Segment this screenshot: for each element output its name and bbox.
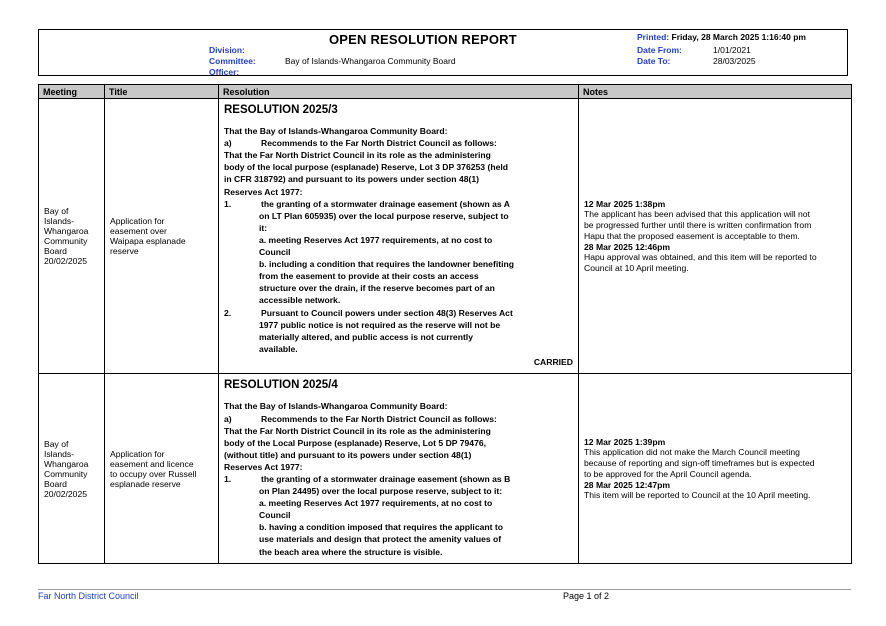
clause-a xyxy=(224,413,573,425)
date-from-label: Date From: xyxy=(637,45,682,55)
meeting-date: 20/02/2025 xyxy=(44,256,88,266)
sub-item-b-line: structure over the drain, if the reserve becomes part of an xyxy=(259,283,495,294)
page-number: Page 1 of 2 xyxy=(563,591,610,601)
note-line: This application did not make the March Council meeting xyxy=(584,446,800,457)
printed-label: Printed: xyxy=(637,32,670,42)
item-1 xyxy=(224,473,573,485)
note-line: Hapu approval was obtained, and this item will be reported to xyxy=(584,251,817,262)
division-label: Division: xyxy=(209,45,245,55)
column-header-meeting: Meeting xyxy=(39,85,105,99)
resolution-cell xyxy=(219,374,579,564)
title-line: Waipapa esplanade xyxy=(110,236,186,246)
item-2 xyxy=(224,307,573,319)
meeting-line: Community xyxy=(44,468,88,479)
resolution-title: RESOLUTION 2025/4 xyxy=(224,379,338,392)
item-text-line: it: xyxy=(259,222,268,233)
resolution-intro: That the Bay of Islands-Whangaroa Community Board: xyxy=(224,401,448,412)
carried-label: CARRIED xyxy=(533,356,573,367)
title-line: Application for xyxy=(110,448,165,459)
item-text-line: materially altered, and public access is not currently xyxy=(259,331,473,342)
sub-item-a-line: Council xyxy=(259,510,291,521)
title-line: Application for xyxy=(110,216,165,226)
date-to-value: 28/03/2025 xyxy=(713,56,756,66)
report-header xyxy=(38,29,848,76)
resolution-body-line: That the Far North District Council in its role as the administering xyxy=(224,150,491,161)
note-line: be progressed further until there is written confirmation from xyxy=(584,219,812,230)
note-date: 12 Mar 2025 1:39pm xyxy=(584,436,666,447)
resolution-intro: That the Bay of Islands-Whangaroa Community Board: xyxy=(224,126,448,137)
sub-item-b-line: from the easement to provide at their costs an access xyxy=(259,271,479,282)
meeting-line: Whangaroa xyxy=(44,226,89,236)
resolution-title: RESOLUTION 2025/3 xyxy=(224,104,338,117)
officer-label: Officer: xyxy=(209,67,240,77)
notes-cell xyxy=(579,374,852,564)
sub-item-b-line: the beach area where the structure is visible. xyxy=(259,546,443,557)
note-line: The applicant has been advised that this application will not xyxy=(584,208,810,219)
date-to-label: Date To: xyxy=(637,56,671,66)
meeting-line: Whangaroa xyxy=(44,458,89,469)
note-date: 28 Mar 2025 12:47pm xyxy=(584,479,670,490)
meeting-line: Community xyxy=(44,236,88,246)
item-text-line: 1977 public notice is not required as the reserve will not be xyxy=(259,319,501,330)
resolution-body-line: (without title) and pursuant to its powers under section 48(1) xyxy=(224,449,472,460)
title-cell xyxy=(105,99,219,374)
note-line: This item will be reported to Council at the 10 April meeting. xyxy=(584,489,811,500)
item-text-line: the granting of a stormwater drainage easement (shown as B xyxy=(261,474,511,484)
item-text-line: on Plan 24495) over the local purpose reserve, subject to it: xyxy=(259,486,503,497)
resolution-cell xyxy=(219,99,579,374)
item-number: 1. xyxy=(224,474,232,484)
column-header-title: Title xyxy=(105,85,219,99)
meeting-line: Islands- xyxy=(44,216,75,226)
note-line: because of reporting and sign-off timeframes but is expected xyxy=(584,457,815,468)
resolution-body-line: in CFR 318792) and pursuant to its powers under section 48(1) xyxy=(224,174,480,185)
note-date: 28 Mar 2025 12:46pm xyxy=(584,241,670,252)
meeting-cell xyxy=(39,99,105,374)
item-text-line: on LT Plan 605935) over the local purpose reserve, subject to xyxy=(259,210,509,221)
item-number: 2. xyxy=(224,307,232,318)
clause-text: Recommends to the Far North District Council as follows: xyxy=(261,138,497,149)
clause-a xyxy=(224,137,573,149)
footer-divider xyxy=(38,589,851,590)
title-line: esplanade reserve xyxy=(110,478,181,489)
item-number: 1. xyxy=(224,198,232,209)
printed-stamp xyxy=(637,32,806,42)
committee-value: Bay of Islands-Whangaroa Community Board xyxy=(285,56,456,66)
note-date: 12 Mar 2025 1:38pm xyxy=(584,198,666,209)
sub-item-a-line: a. meeting Reserves Act 1977 requirements, at no cost to xyxy=(259,234,493,245)
meeting-date: 20/02/2025 xyxy=(44,488,88,499)
resolution-body-line: body of the Local Purpose (esplanade) Reserve, Lot 5 DP 79476, xyxy=(224,437,487,448)
item-text-line: the granting of a stormwater drainage easement (shown as A xyxy=(261,198,510,209)
sub-item-b-line: b. having a condition imposed that requires the applicant to xyxy=(259,522,503,533)
date-from-value: 1/01/2021 xyxy=(713,45,751,55)
note-line: to be approved for the April Council agenda. xyxy=(584,468,752,479)
sub-item-b-line: use materials and design that protect the amenity values of xyxy=(259,534,502,545)
clause-label: a) xyxy=(224,413,232,424)
meeting-line: Islands- xyxy=(44,448,75,459)
column-header-resolution: Resolution xyxy=(219,85,579,99)
resolution-body-line: Reserves Act 1977: xyxy=(224,461,303,472)
resolution-body-line: Reserves Act 1977: xyxy=(224,186,303,197)
note-line: Hapu that the proposed easement is acceptable to them. xyxy=(584,230,800,241)
sub-item-a-line: a. meeting Reserves Act 1977 requirements, at no cost to xyxy=(259,498,493,509)
meeting-line: Board xyxy=(44,246,67,256)
title-line: easement over xyxy=(110,226,167,236)
title-line: to occupy over Russell xyxy=(110,468,197,479)
title-line: reserve xyxy=(110,246,139,256)
table-header-row xyxy=(39,85,852,99)
title-line: easement and licence xyxy=(110,458,194,469)
sub-item-b-line: b. including a condition that requires the landowner benefiting xyxy=(259,259,514,270)
item-text-line: Pursuant to Council powers under section 48(3) Reserves Act xyxy=(261,307,513,318)
column-header-notes: Notes xyxy=(579,85,852,99)
notes-cell xyxy=(579,99,852,374)
resolution-body-line: That the Far North District Council in its role as the administering xyxy=(224,425,491,436)
table-row xyxy=(39,374,852,564)
clause-label: a) xyxy=(224,138,232,149)
sub-item-a-line: Council xyxy=(259,247,291,258)
printed-value: Friday, 28 March 2025 1:16:40 pm xyxy=(671,32,806,42)
item-1 xyxy=(224,198,573,210)
meeting-line: Board xyxy=(44,478,67,489)
title-cell xyxy=(105,374,219,564)
meeting-line: Bay of xyxy=(44,438,69,449)
resolution-table xyxy=(38,84,852,564)
report-title: OPEN RESOLUTION REPORT xyxy=(329,32,517,47)
note-line: Council at 10 April meeting. xyxy=(584,262,689,273)
item-text-line: available. xyxy=(259,343,298,354)
table-row xyxy=(39,99,852,374)
committee-label: Committee: xyxy=(209,56,256,66)
footer-organisation: Far North District Council xyxy=(38,591,139,601)
meeting-line: Bay of xyxy=(44,206,69,216)
clause-text: Recommends to the Far North District Council as follows: xyxy=(261,413,497,424)
meeting-cell xyxy=(39,374,105,564)
sub-item-b-line: accessible network. xyxy=(259,295,341,306)
resolution-body-line: body of the local purpose (esplanade) Reserve, Lot 3 DP 376253 (held xyxy=(224,162,508,173)
